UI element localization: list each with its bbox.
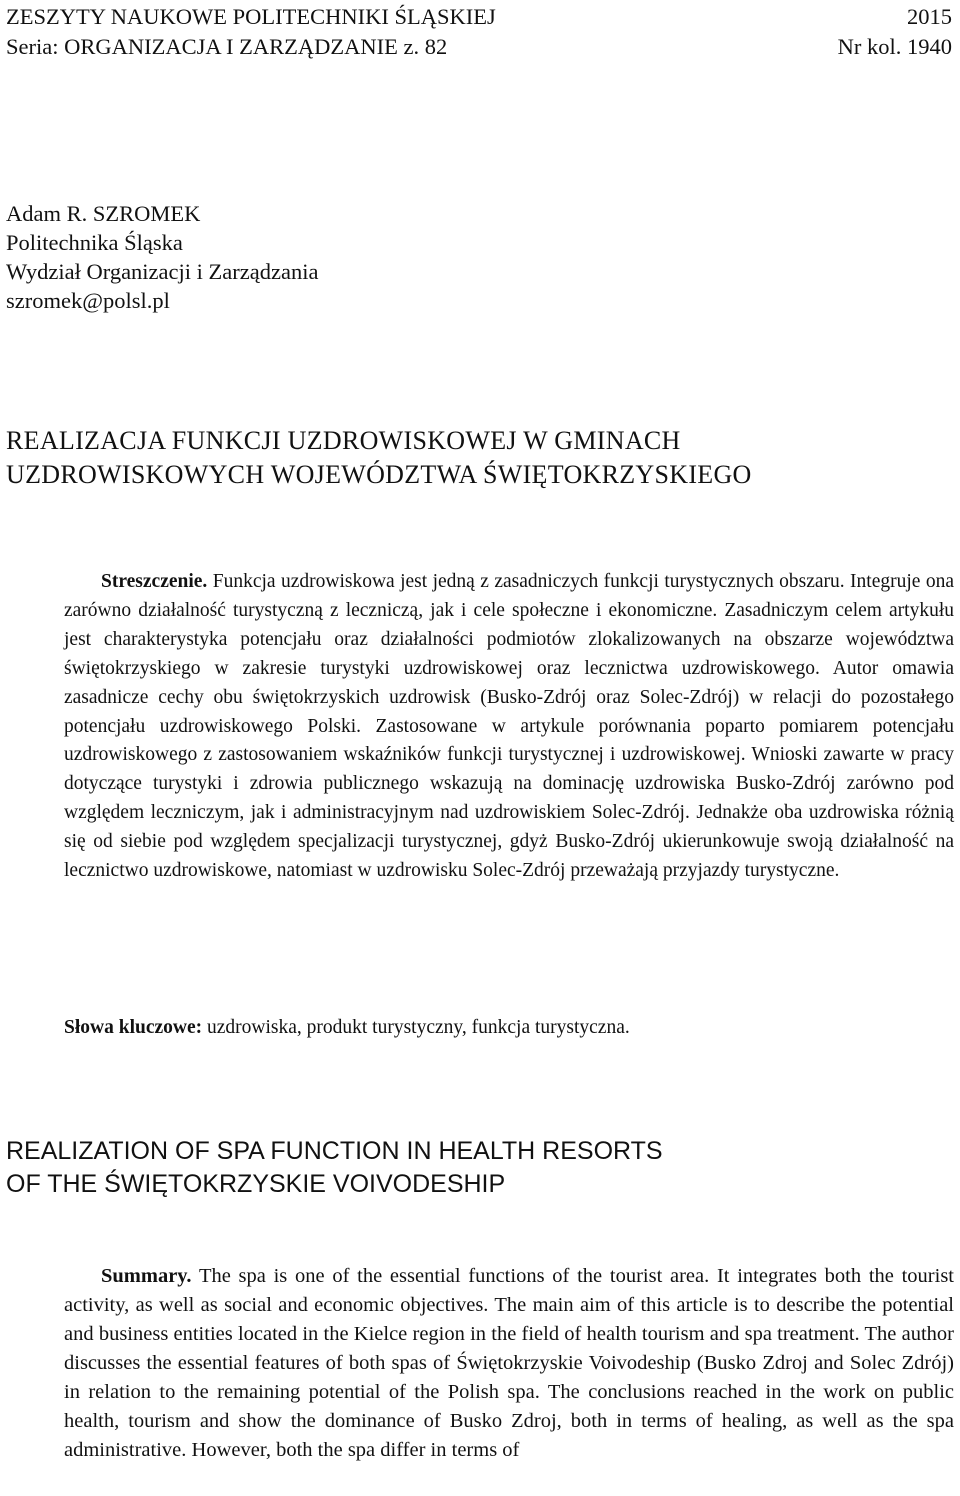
abstract-label: Streszczenie. xyxy=(101,571,208,592)
journal-header xyxy=(6,2,952,62)
abstract-paragraph xyxy=(64,568,954,886)
publication-year: 2015 xyxy=(907,4,952,29)
summary-text: The spa is one of the essential functions of the tourist area. It integrates both the tourist activity, as well as social and economic objectives. The main aim of this article is to describe the potential and business entities located in the Kielce region in the field of health tourism and spa treatment. The author discusses the essential features of both spas of Świętokrzyskie Voivodeship (Busko Zdroj and Solec Zdrój) in relation to the remaining potential of the Polish spa. The conclusions reached in the work on public health, tourism and show the dominance of Busko Zdroj, both in terms of healing, as well as the spa administrative. However, both the spa differ in terms of xyxy=(64,1265,954,1461)
keywords-label: Słowa kluczowe: xyxy=(64,1017,203,1038)
title-pl-line-1: REALIZACJA FUNKCJI UZDROWISKOWEJ W GMINACH xyxy=(6,426,681,455)
author-block xyxy=(6,199,318,315)
article-title-polish xyxy=(6,424,956,492)
summary-label: Summary. xyxy=(101,1265,192,1287)
header-row-2 xyxy=(6,32,952,62)
article-title-english xyxy=(6,1135,956,1201)
author-email: szromek@polsl.pl xyxy=(6,288,170,313)
header-row-1 xyxy=(6,2,952,32)
title-en-line-2: OF THE ŚWIĘTOKRZYSKIE VOIVODESHIP xyxy=(6,1170,506,1198)
title-pl-line-2: UZDROWISKOWYCH WOJEWÓDZTWA ŚWIĘTOKRZYSKIEGO xyxy=(6,460,752,489)
abstract-polish xyxy=(64,568,954,886)
issue-number: Nr kol. 1940 xyxy=(837,34,952,59)
journal-series: Seria: ORGANIZACJA I ZARZĄDZANIE z. 82 xyxy=(6,34,448,59)
summary-paragraph xyxy=(64,1262,954,1465)
journal-name: ZESZYTY NAUKOWE POLITECHNIKI ŚLĄSKIEJ xyxy=(6,4,496,29)
title-en-line-1: REALIZATION OF SPA FUNCTION IN HEALTH RESORTS xyxy=(6,1137,663,1165)
keywords-polish xyxy=(64,1014,954,1042)
author-institution: Politechnika Śląska xyxy=(6,230,183,255)
author-name: Adam R. SZROMEK xyxy=(6,201,201,226)
keywords-text: uzdrowiska, produkt turystyczny, funkcja turystyczna. xyxy=(207,1017,630,1038)
abstract-text: Funkcja uzdrowiskowa jest jedną z zasadniczych funkcji turystycznych obszaru. Integruje ona zarówno działalność turystyczną z leczniczą, jak i cele społeczne i ekonomiczne. Zasadniczym celem artykułu jest charakterystyka potencjału oraz działalności podmiotów zlokalizowanych na obszarze województwa świętokrzyskiego w zakresie turystyki uzdrowiskowej oraz lecznictwa uzdrowiskowego. Autor omawia zasadnicze cechy obu świętokrzyskich uzdrowisk (Busko-Zdrój oraz Solec-Zdrój) w relacji do pozostałego potencjału uzdrowiskowego Polski. Zastosowane w artykule porównania poparto pomiarem potencjału uzdrowiskowego z zastosowaniem wskaźników funkcji turystycznej i uzdrowiskowej. Wnioski zawarte w pracy dotyczące turystyki i zdrowia publicznego wskazują na dominację uzdrowiska Busko-Zdrój zarówno pod względem leczniczym, jak i administracyjnym nad uzdrowiskiem Solec-Zdrój. Jednakże oba uzdrowiska różnią się od siebie pod względem specjalizacji turystycznej, gdyż Busko-Zdrój ukierunkowuje swoją działalność na lecznictwo uzdrowiskowe, natomiast w uzdrowisku Solec-Zdrój przeważają przyjazdy turystyczne. xyxy=(64,571,954,882)
author-faculty: Wydział Organizacji i Zarządzania xyxy=(6,259,319,284)
summary-english xyxy=(64,1262,954,1465)
